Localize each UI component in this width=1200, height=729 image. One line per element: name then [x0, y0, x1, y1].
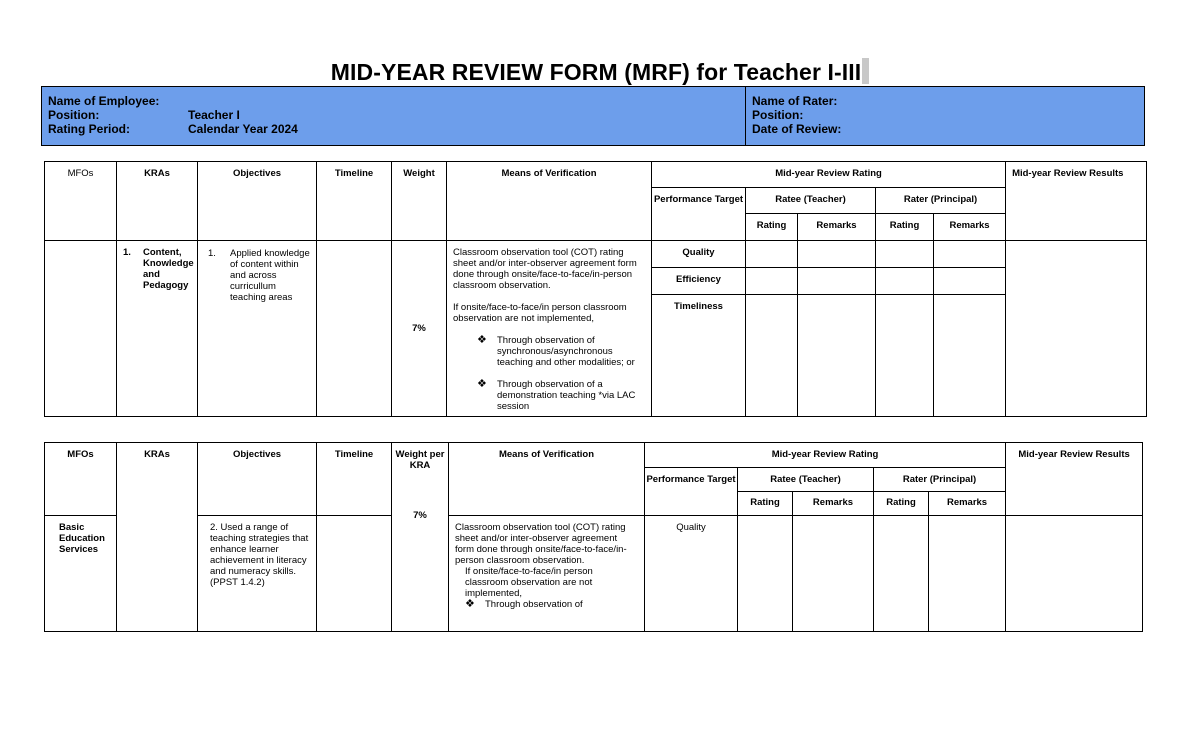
- mov-header: Means of Verification: [449, 443, 645, 516]
- text-cursor: [862, 58, 869, 84]
- diamond-bullet-icon: ❖: [477, 378, 487, 390]
- weight-value: 7%: [392, 241, 447, 417]
- ratee-header: Ratee (Teacher): [746, 188, 876, 214]
- mov-header: Means of Verification: [447, 162, 652, 241]
- rater-label: Name of Rater:: [752, 94, 838, 108]
- employee-info: [42, 87, 746, 145]
- remarks-cell[interactable]: [934, 268, 1006, 295]
- review-date-label: Date of Review:: [752, 122, 842, 136]
- mov-paragraph-1: Classroom observation tool (COT) rating sheet and/or inter-observer agreement form done through onsite/face-to-face/in-person classroom observation.: [455, 522, 627, 566]
- target-timeliness: Timeliness: [652, 295, 746, 417]
- rating-cell[interactable]: [876, 241, 934, 268]
- review-table-1: [44, 161, 1147, 417]
- rater-header: Rater (Principal): [876, 188, 1006, 214]
- rater-rating-header: Rating: [876, 214, 934, 241]
- position-value: Teacher I: [188, 108, 240, 122]
- ratee-rating-header: Rating: [738, 492, 793, 516]
- rating-cell[interactable]: [746, 268, 798, 295]
- remarks-cell[interactable]: [929, 516, 1006, 632]
- results-header: Mid-year Review Results: [1006, 162, 1147, 241]
- rating-period-value: Calendar Year 2024: [188, 122, 298, 136]
- kras-header: KRAs: [117, 443, 198, 632]
- objective-number: 1.: [208, 248, 216, 259]
- mfos-header: MFOs: [45, 443, 117, 516]
- rater-header: Rater (Principal): [874, 468, 1006, 492]
- objectives-header: Objectives: [198, 162, 317, 241]
- review-rating-header: Mid-year Review Rating: [652, 162, 1006, 188]
- mfo-cell: [45, 241, 117, 417]
- objective-cell: 2. Used a range of teaching strategies that enhance learner achievement in literacy and numeracy skills. (PPST 1.4.2): [198, 516, 317, 632]
- mov-cell: [447, 241, 652, 417]
- ratee-header: Ratee (Teacher): [738, 468, 874, 492]
- rater-remarks-header: Remarks: [934, 214, 1006, 241]
- kra-number: 1.: [123, 247, 131, 258]
- review-rating-header: Mid-year Review Rating: [645, 443, 1006, 468]
- weight-value: 7%: [413, 510, 427, 521]
- performance-target-header: Performance Target: [652, 188, 746, 241]
- page-title: MID-YEAR REVIEW FORM (MRF) for Teacher I-III: [0, 58, 1200, 86]
- rating-cell[interactable]: [746, 295, 798, 417]
- mov-cell: [449, 516, 645, 632]
- review-table-2: [44, 442, 1143, 632]
- timeline-header: Timeline: [317, 162, 392, 241]
- rating-cell[interactable]: [738, 516, 793, 632]
- remarks-cell[interactable]: [798, 295, 876, 417]
- remarks-cell[interactable]: [793, 516, 874, 632]
- remarks-cell[interactable]: [934, 295, 1006, 417]
- mov-bullet-1: ❖ Through observation of synchronous/asynchronous teaching and other modalities; or: [477, 334, 635, 368]
- results-cell[interactable]: [1006, 516, 1143, 632]
- results-cell[interactable]: [1006, 241, 1147, 417]
- mov-paragraph-2: If onsite/face-to-face/in person classroom observation are not implemented,: [465, 566, 593, 599]
- kras-header: KRAs: [117, 162, 198, 241]
- remarks-cell[interactable]: [934, 241, 1006, 268]
- employee-label: Name of Employee:: [48, 94, 160, 108]
- rater-position-label: Position:: [752, 108, 804, 122]
- objective-text: Applied knowledge of content within and across curricullum teaching areas: [230, 248, 310, 303]
- rater-remarks-header: Remarks: [929, 492, 1006, 516]
- mfos-header: MFOs: [45, 162, 117, 241]
- target-quality: Quality: [645, 516, 738, 632]
- ratee-remarks-header: Remarks: [793, 492, 874, 516]
- objectives-header: Objectives: [198, 443, 317, 516]
- position-label: Position:: [48, 108, 100, 122]
- remarks-cell[interactable]: [798, 268, 876, 295]
- performance-target-header: Performance Target: [645, 468, 738, 516]
- mov-paragraph-1: Classroom observation tool (COT) rating sheet and/or inter-observer agreement form done through onsite/face-to-face/in-person classroom observation.: [453, 247, 637, 291]
- diamond-bullet-icon: ❖: [465, 598, 475, 610]
- rater-rating-header: Rating: [874, 492, 929, 516]
- mov-bullet-1: ❖ Through observation of: [465, 598, 583, 610]
- employee-info-header: [41, 86, 1145, 146]
- weight-per-kra-cell: [392, 443, 449, 632]
- weight-per-kra-header: Weight per KRA: [395, 449, 445, 471]
- kra-cell: [117, 241, 198, 417]
- ratee-rating-header: Rating: [746, 214, 798, 241]
- rating-cell[interactable]: [876, 268, 934, 295]
- diamond-bullet-icon: ❖: [477, 334, 487, 346]
- mov-paragraph-2: If onsite/face-to-face/in person classroom observation are not implemented,: [453, 302, 627, 324]
- mov-bullet-2: ❖ Through observation of a demonstration teaching *via LAC session: [477, 378, 636, 412]
- rating-period-label: Rating Period:: [48, 122, 131, 136]
- timeline-cell: [317, 241, 392, 417]
- rater-info: [746, 87, 1144, 145]
- mfo-cell: Basic Education Services: [45, 516, 117, 632]
- timeline-header: Timeline: [317, 443, 392, 516]
- results-header: Mid-year Review Results: [1006, 443, 1143, 516]
- kra-text: Content, Knowledge and Pedagogy: [143, 247, 194, 291]
- timeline-cell: [317, 516, 392, 632]
- rating-cell[interactable]: [874, 516, 929, 632]
- target-quality: Quality: [652, 241, 746, 268]
- target-efficiency: Efficiency: [652, 268, 746, 295]
- remarks-cell[interactable]: [798, 241, 876, 268]
- weight-header: Weight: [392, 162, 447, 241]
- objective-cell: [198, 241, 317, 417]
- rating-cell[interactable]: [876, 295, 934, 417]
- rating-cell[interactable]: [746, 241, 798, 268]
- ratee-remarks-header: Remarks: [798, 214, 876, 241]
